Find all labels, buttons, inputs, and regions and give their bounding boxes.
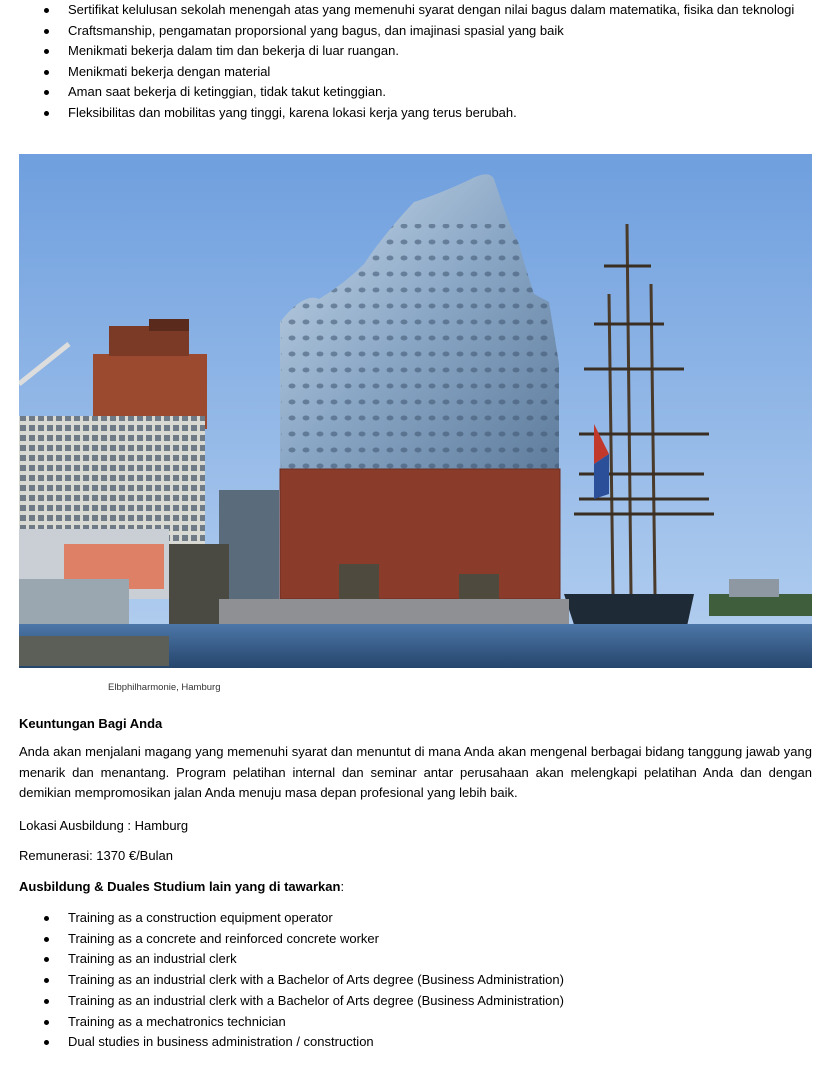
benefits-paragraph: Anda akan menjalani magang yang memenuhi syarat dan menuntut di mana Anda akan mengenal berbagai bidang tanggung jawab yang menarik dan menantang. Program pelatihan internal dan seminar antar perusahaan akan melengkapi pelatihan Anda dan dengan demikian mempromosikan jalan Anda menuju masa depan profesional yang lebih baik. bbox=[19, 744, 812, 800]
list-item: Menikmati bekerja dalam tim dan bekerja di luar ruangan. bbox=[68, 41, 808, 62]
other-offers-heading bbox=[19, 877, 812, 898]
list-item: Training as an industrial clerk with a Bachelor of Arts degree (Business Administration) bbox=[68, 991, 808, 1012]
list-item: Sertifikat kelulusan sekolah menengah atas yang memenuhi syarat dengan nilai bagus dalam matematika, fisika dan teknologi bbox=[68, 0, 808, 21]
requirements-list bbox=[68, 0, 808, 123]
other-offers-heading-text: Ausbildung & Duales Studium lain yang di tawarkan bbox=[19, 879, 341, 894]
list-item: Training as an industrial clerk bbox=[68, 949, 808, 970]
list-item: Training as a concrete and reinforced concrete worker bbox=[68, 929, 808, 950]
list-item: Training as an industrial clerk with a Bachelor of Arts degree (Business Administration) bbox=[68, 970, 808, 991]
list-item: Aman saat bekerja di ketinggian, tidak takut ketinggian. bbox=[68, 82, 808, 103]
elbphilharmonie-photo bbox=[19, 154, 812, 668]
list-item: Menikmati bekerja dengan material bbox=[68, 62, 808, 83]
list-item: Craftsmanship, pengamatan proporsional yang bagus, dan imajinasi spasial yang baik bbox=[68, 21, 808, 42]
list-item: Training as a mechatronics technician bbox=[68, 1012, 808, 1033]
list-item: Fleksibilitas dan mobilitas yang tinggi, karena lokasi kerja yang terus berubah. bbox=[68, 103, 808, 124]
photo-caption: Elbphilharmonie, Hamburg bbox=[108, 682, 221, 693]
heading-suffix: : bbox=[340, 879, 345, 894]
list-item: Training as a construction equipment operator bbox=[68, 908, 808, 929]
remuneration-text: Remunerasi: 1370 €/Bulan bbox=[19, 848, 173, 863]
other-offers-list bbox=[68, 908, 808, 1053]
list-item: Dual studies in business administration / construction bbox=[68, 1032, 808, 1053]
location-text: Lokasi Ausbildung : Hamburg bbox=[19, 818, 189, 833]
benefits-heading: Keuntungan Bagi Anda bbox=[19, 716, 163, 731]
